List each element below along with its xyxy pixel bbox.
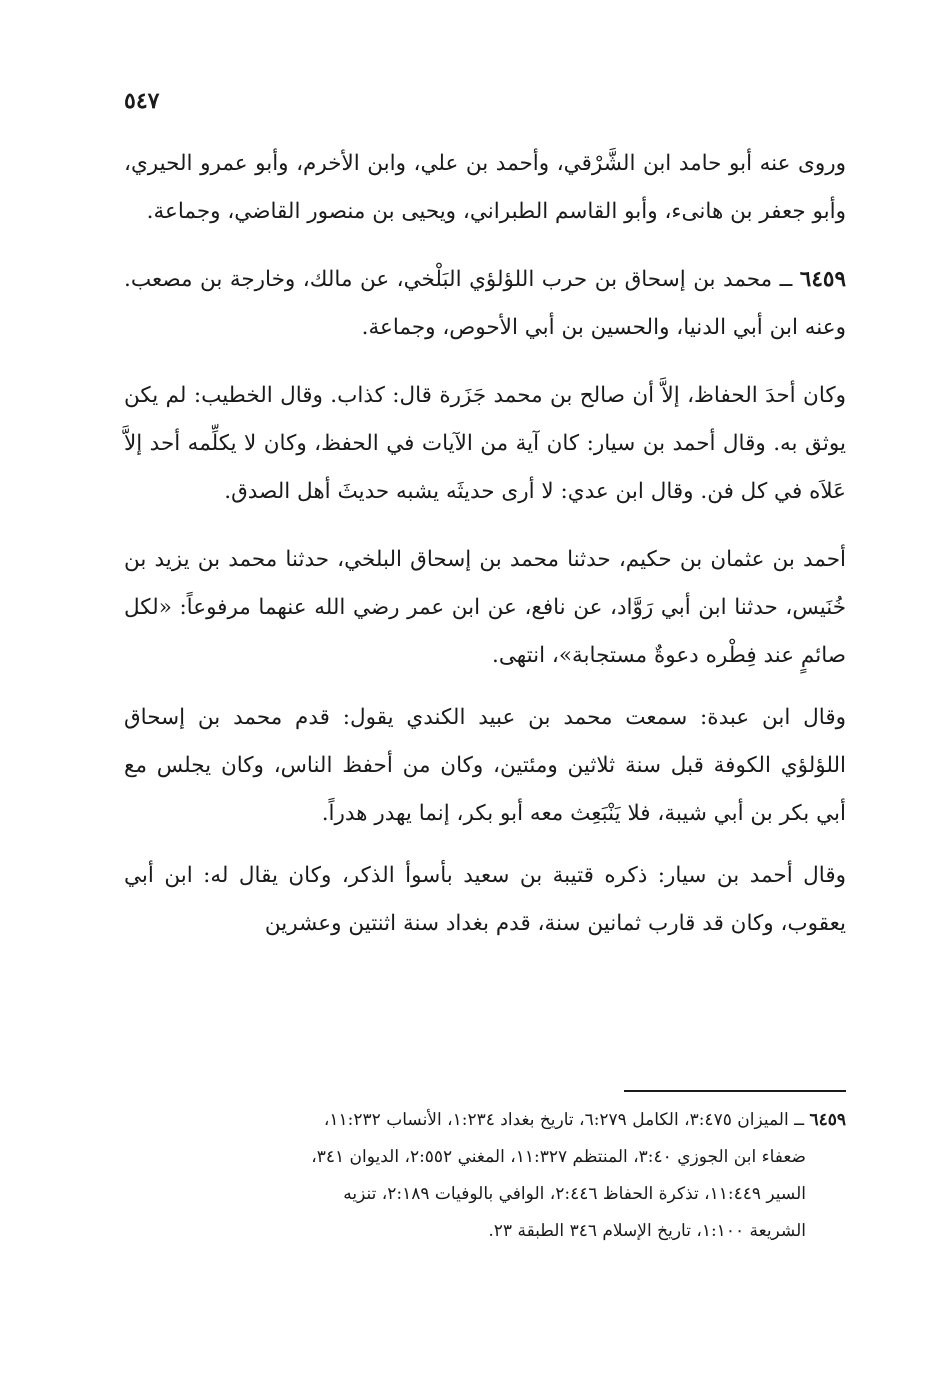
paragraph-ibn-abda (124, 694, 846, 838)
footnotes (124, 1102, 846, 1250)
paragraph-narrators (124, 140, 846, 236)
footnote-line: ضعفاء ابن الجوزي ٣:٤٠، المنتظم ١١:٣٢٧، المغني ٢:٥٥٢، الديوان ٣٤١، (311, 1147, 806, 1167)
footnote-divider (624, 1090, 846, 1092)
paragraph-text: ــ محمد بن إسحاق بن حرب اللؤلؤي البَلْخي، عن مالك، وخارجة بن مصعب. وعنه ابن أبي الدنيا، والحسين بن أبي الأحوص، وجماعة. (124, 267, 846, 340)
main-text (124, 140, 846, 968)
footnote-entry-number: ٦٤٥٩ (809, 1110, 846, 1130)
footnote-line: الشريعة ١:١٠٠، تاريخ الإسلام ٣٤٦ الطبقة ٢٣. (488, 1221, 806, 1241)
footnote-line (124, 1102, 846, 1139)
footnote-text: ــ الميزان ٣:٤٧٥، الكامل ٦:٢٧٩، تاريخ بغداد ١:٢٣٤، الأنساب ١١:٢٣٢، (323, 1110, 810, 1130)
page-number: ٥٤٧ (124, 88, 160, 114)
entry-number: ٦٤٥٩ (799, 267, 846, 292)
paragraph-assessment (124, 372, 846, 516)
paragraph-text: وقال ابن عبدة: سمعت محمد بن عبيد الكندي يقول: قدم محمد بن إسحاق اللؤلؤي الكوفة قبل سنة ثلاثين ومئتين، وكان من أحفظ الناس، وكان يجلس مع أبي بكر بن أبي شيبة، فلا يَنْبَعِث معه أبو بكر، إنما يهدر هدراً. (124, 705, 846, 826)
paragraph-text: وروى عنه أبو حامد ابن الشَّرْقي، وأحمد بن علي، وابن الأخرم، وأبو عمرو الحيري، وأبو جعفر بن هانىء، وأبو القاسم الطبراني، ويحيى بن منصور القاضي، وجماعة. (124, 151, 846, 224)
paragraph-text: وكان أحدَ الحفاظ، إلاَّ أن صالح بن محمد جَزَرة قال: كذاب. وقال الخطيب: لم يكن يوثق به. وقال أحمد بن سيار: كان آية من الآيات في الحفظ، وكان لا يكلِّمه أحد إلاَّ عَلاَه في كل فن. وقال ابن عدي: لا أرى حديثَه يشبه حديثَ أهل الصدق. (124, 383, 846, 504)
paragraph-text: أحمد بن عثمان بن حكيم، حدثنا محمد بن إسحاق البلخي، حدثنا محمد بن يزيد بن خُنَيس، حدثنا ابن أبي رَوَّاد، عن نافع، عن ابن عمر رضي الله عنهما مرفوعاً: «لكل صائمٍ عند فِطْره دعوةٌ مستجابة»، انتهى. (124, 547, 846, 668)
paragraph-text: وقال أحمد بن سيار: ذكره قتيبة بن سعيد بأسوأ الذكر، وكان يقال له: ابن أبي يعقوب، وكان قد قارب ثمانين سنة، قدم بغداد سنة اثنتين وعشرين (124, 863, 846, 936)
paragraph-entry-6459 (124, 256, 846, 352)
footnote-line: السير ١١:٤٤٩، تذكرة الحفاظ ٢:٤٤٦، الوافي بالوفيات ٢:١٨٩، تنزيه (343, 1184, 806, 1204)
paragraph-hadith (124, 536, 846, 680)
paragraph-ibn-sayyar (124, 852, 846, 948)
